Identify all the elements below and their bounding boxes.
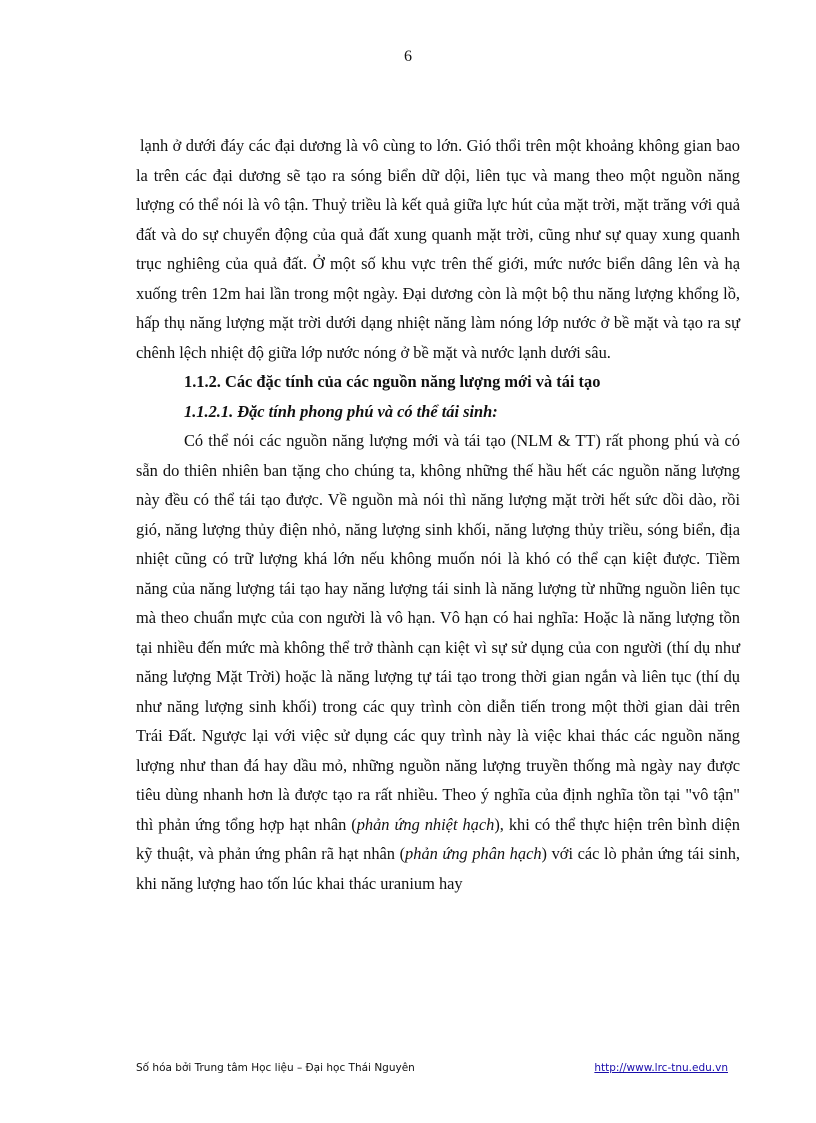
section-heading: 1.1.2. Các đặc tính của các nguồn năng lượng mới và tái tạo <box>184 372 601 391</box>
footer-credit: Số hóa bởi Trung tâm Học liệu – Đại học Thái Nguyên <box>136 1062 415 1074</box>
paragraph-continued: lạnh ở dưới đáy các đại dương là vô cùng to lớn. Gió thổi trên một khoảng không gian bao la trên các đại dương sẽ tạo ra sóng biển dữ dội, liên tục và mang theo một nguồn năng lượng có thể nói là vô tận. Thuỷ triều là kết quả giữa lực hút của mặt trời, mặt trăng với quả đất và do sự chuyển động của quả đất xung quanh mặt trời, cũng như sự quay xung quanh trục nghiêng của quả đất. Ở một số khu vực trên thế giới, mức nước biển dâng lên và hạ xuống trên 12m hai lần trong một ngày. Đại dương còn là một bộ thu năng lượng khổng lồ, hấp thụ năng lượng mặt trời dưới dạng nhiệt năng làm nóng lớp nước ở bề mặt và tạo ra sự chênh lệch nhiệt độ giữa lớp nước nóng ở bề mặt và nước lạnh dưới sâu. <box>136 136 740 362</box>
paragraph <box>136 426 740 898</box>
paragraph-text: Có thể nói các nguồn năng lượng mới và tái tạo (NLM & TT) rất phong phú và có sẵn do thiên nhiên ban tặng cho chúng ta, không những thế hầu hết các nguồn năng lượng này đều có thể tái tạo được. Về nguồn mà nói thì năng lượng mặt trời hết sức dồi dào, rồi gió, năng lượng thủy điện nhỏ, năng lượng sinh khối, năng lượng thủy triều, sóng biển, địa nhiệt cũng có trữ lượng khá lớn nếu không muốn nói là khó có thể cạn kiệt được. Tiềm năng của năng lượng tái tạo hay năng lượng tái sinh là năng lượng từ những nguồn liên tục mà theo chuẩn mực của con người là vô hạn. Vô hạn có hai nghĩa: Hoặc là năng lượng tồn tại nhiều đến mức mà không thể trở thành cạn kiệt vì sự sử dụng của con người (thí dụ như năng lượng Mặt Trời) hoặc là năng lượng tự tái tạo trong thời gian ngắn và liên tục (thí dụ như năng lượng sinh khối) trong các quy trình còn diễn tiến trong một thời gian dài trên Trái Đất. Ngược lại với việc sử dụng các quy trình này là việc khai thác các nguồn năng lượng như than đá hay dầu mỏ, những nguồn năng lượng truyền thống mà ngày nay được tiêu dùng nhanh hơn là được tạo ra rất nhiều. Theo ý nghĩa của định nghĩa tồn tại "vô tận" thì phản ứng tổng hợp hạt nhân ( <box>136 431 740 834</box>
footer-link[interactable]: http://www.lrc-tnu.edu.vn <box>594 1062 728 1074</box>
page-number: 6 <box>404 48 412 65</box>
paragraph-text: ), khi có thể thực hiện trên bình diện kỹ thuật, và phản ứng phân rã hạt nhân ( <box>136 814 740 863</box>
paragraph-text: ) với các lò phản ứng tái sinh, khi năng lượng hao tốn lúc khai thác uranium hay <box>136 844 741 893</box>
emphasis-text: phản ứng nhiệt hạch <box>356 814 495 834</box>
document-body <box>136 131 740 898</box>
subsection-heading: 1.1.2.1. Đặc tính phong phú và có thể tái sinh: <box>184 401 498 421</box>
emphasis-text: phản ứng phân hạch <box>405 844 542 863</box>
